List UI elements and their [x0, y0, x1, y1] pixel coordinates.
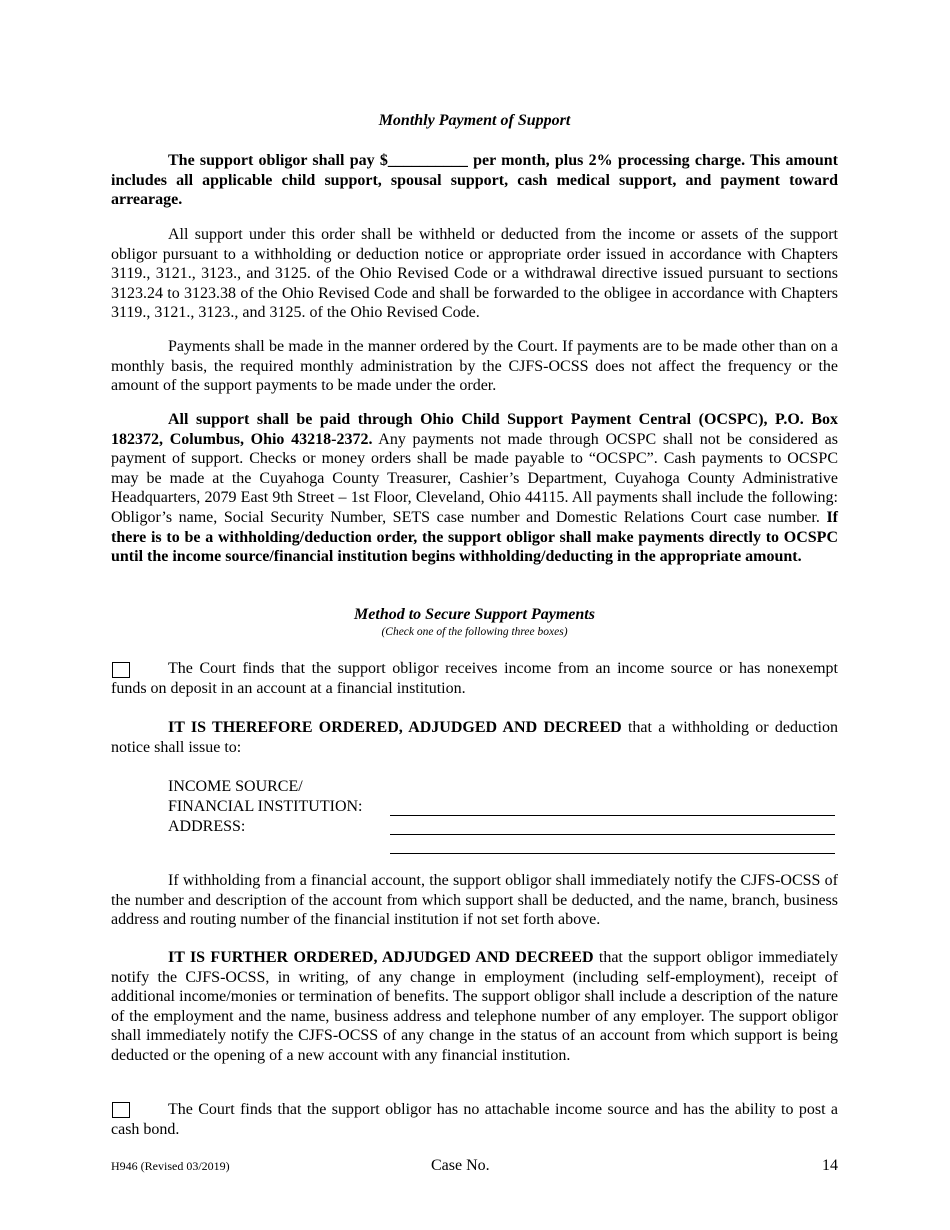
- therefore-ordered-bold: IT IS THEREFORE ORDERED, ADJUDGED AND DECREED: [168, 719, 622, 736]
- financial-institution-label: FINANCIAL INSTITUTION:: [168, 798, 363, 815]
- address-label: ADDRESS:: [168, 818, 246, 835]
- form-id: H946 (Revised 03/2019): [111, 1159, 230, 1173]
- further-ordered-bold: IT IS FURTHER ORDERED, ADJUDGED AND DECREED: [168, 949, 594, 966]
- further-ordered-rest: that the support obligor immediately notify the CJFS-OCSS, in writing, of any change in employment (including self-employment), receipt of additional income/monies or termination of benefits. The support obligor shall include a description of the nature of the employment and the name, business address and telephone number of any employer. The support obligor shall immediately notify the CJFS-OCSS of any change in the status of an account from which support is being deducted or the opening of a new account with any financial institution.: [111, 949, 839, 1064]
- page-number: 14: [822, 1157, 838, 1174]
- payment-manner-paragraph: Payments shall be made in the manner ordered by the Court. If payments are to be made other than on a monthly basis, the required monthly administration by the CJFS-OCSS does not affect the frequency or the amount of the support payments to be made under the order.: [111, 338, 838, 395]
- further-ordered-paragraph: [111, 948, 838, 1066]
- income-source-label: INCOME SOURCE/: [168, 778, 303, 795]
- section-title-secure-payments: Method to Secure Support Payments: [354, 606, 595, 623]
- therefore-ordered-rest: that a withholding or deduction notice shall issue to:: [111, 719, 838, 756]
- address-line-1[interactable]: [390, 834, 835, 835]
- check-one-note: (Check one of the following three boxes): [381, 626, 568, 638]
- cash-bond-finding: The Court finds that the support obligor has no attachable income source and has the ability to post a cash bond.: [111, 1101, 838, 1138]
- income-source-finding: The Court finds that the support obligor receives income from an income source or has nonexempt funds on deposit in an account at a financial institution.: [111, 660, 838, 697]
- therefore-ordered-paragraph: [111, 718, 838, 757]
- section-title-monthly-payment: Monthly Payment of Support: [378, 112, 571, 129]
- ocspc-withholding-bold: If there is to be a withholding/deduction order, the support obligor shall make payments directly to OCSPC until the income source/financial institution begins withholding/deducting in the appropriate amount.: [111, 508, 838, 566]
- ocspc-instructions: Any payments not made through OCSPC shall not be considered as payment of support. Checks or money orders shall be made payable to “OCSPC”. Cash payments to OCSPC may be made at the Cuyahoga County Treasurer, Cashier’s Department, Cuyahoga County Administrative Headquarters, 2079 East 9th Street – 1st Floor, Cleveland, Ohio 44115. All payments shall include the following: Obligor’s name, Social Security Number, SETS case number and Domestic Relations Court case number.: [111, 430, 839, 526]
- withholding-paragraph: All support under this order shall be withheld or deducted from the income or assets of the support obligor pursuant to a withholding or deduction notice or appropriate order issued in accordance with Chapters 3119., 3121., 3123., and 3125. of the Ohio Revised Code or a withdrawal directive issued pursuant to sections 3123.24 to 3123.38 of the Ohio Revised Code and shall be forwarded to the obligee in accordance with Chapters 3119., 3121., 3123., and 3125. of the Ohio Revised Code.: [111, 226, 838, 322]
- financial-institution-line[interactable]: [390, 815, 835, 816]
- case-number-label: Case No.: [431, 1157, 490, 1174]
- address-line-2[interactable]: [390, 853, 835, 854]
- ocspc-address-bold: All support shall be paid through Ohio Child Support Payment Central (OCSPC), P.O. Box 182372, Columbus, Ohio 43218-2372.: [111, 411, 838, 448]
- pay-amount-paragraph: The support obligor shall pay $__________ per month, plus 2% processing charge. This amount includes all applicable child support, spousal support, cash medical support, and payment toward arrearage.: [111, 152, 838, 209]
- financial-account-paragraph: If withholding from a financial account, the support obligor shall immediately notify the CJFS-OCSS of the number and description of the account from which support shall be deducted, and the name, branch, business address and routing number of the financial institution if not set forth above.: [111, 872, 838, 929]
- ocspc-paragraph: [111, 410, 838, 567]
